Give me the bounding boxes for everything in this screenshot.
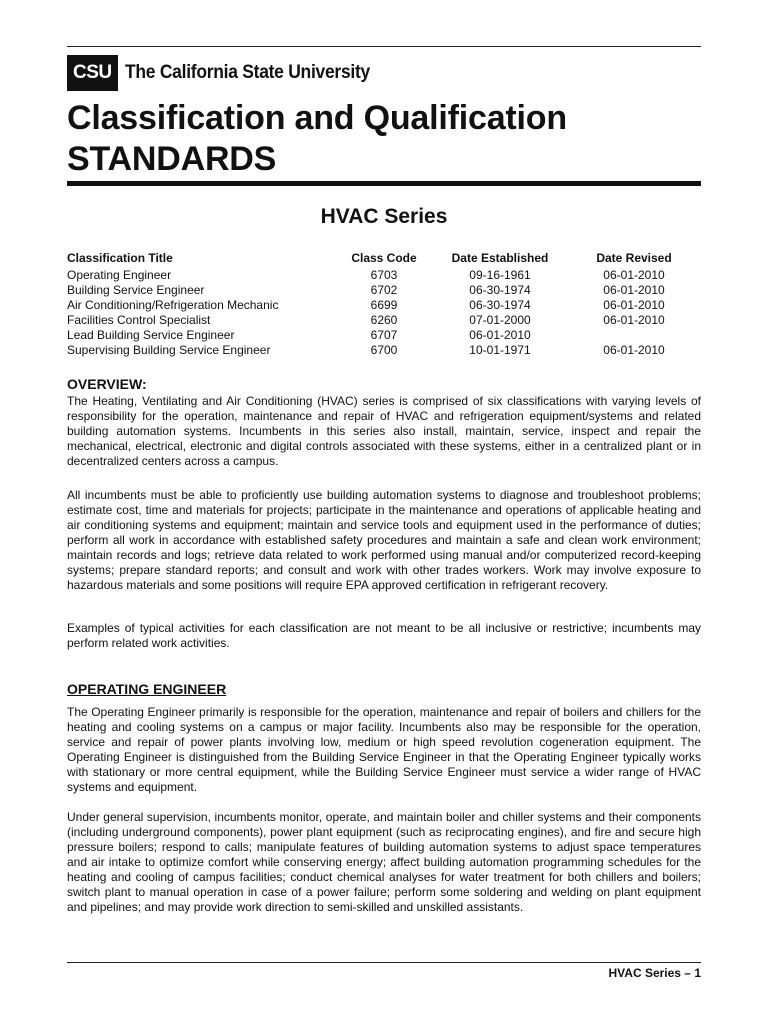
table-row <box>67 283 701 298</box>
cell-code: 6707 <box>370 328 398 342</box>
cell-title: Air Conditioning/Refrigeration Mechanic <box>67 298 279 312</box>
table-row <box>67 268 701 283</box>
column-header: Classification Title <box>67 251 173 265</box>
cell-revised: 06-01-2010 <box>603 268 665 282</box>
table-row <box>67 298 701 313</box>
cell-established: 07-01-2000 <box>469 313 531 327</box>
operating-engineer-heading: OPERATING ENGINEER <box>67 681 227 697</box>
cell-established: 09-16-1961 <box>469 268 531 282</box>
logo-mark: CSU <box>67 55 118 91</box>
cell-title: Facilities Control Specialist <box>67 313 211 327</box>
cell-revised <box>567 328 701 343</box>
cell-code: 6260 <box>370 313 398 327</box>
overview-paragraph-2: All incumbents must be able to proficiently use building automation systems to diagnose and troubleshoot problems; estimate cost, time and materials for projects; participate in the maintenance and operations of applicable heating and air conditioning systems and equipment; maintain and service tools and equipment used in the performance of duties; perform all work in accordance with established safety procedures and maintain a safe and clean work environment; maintain records and logs; retrieve data related to work performed using manual and/or computerized record-keeping systems; prepare standard reports; and consult and work with other trades workers. Work may involve exposure to hazardous materials and some positions will require EPA approved certification in refrigerant recovery. <box>67 488 701 592</box>
cell-code: 6699 <box>370 298 398 312</box>
column-header: Class Code <box>351 251 417 265</box>
cell-established: 06-30-1974 <box>469 298 531 312</box>
overview-paragraph-3: Examples of typical activities for each classification are not meant to be all inclusive or restrictive; incumbents may perform related work activities. <box>67 621 701 650</box>
footer-rule <box>67 962 701 963</box>
cell-title: Operating Engineer <box>67 268 172 282</box>
cell-revised: 06-01-2010 <box>603 298 665 312</box>
column-header: Date Established <box>451 251 549 265</box>
csu-logo <box>67 55 391 91</box>
cell-code: 6700 <box>370 343 398 357</box>
document-title <box>67 98 567 180</box>
series-title: HVAC Series <box>320 205 448 228</box>
top-rule <box>67 46 701 47</box>
page-footer: HVAC Series – 1 <box>608 966 701 980</box>
table-header-row <box>67 250 701 268</box>
university-name: The California State University <box>124 62 370 83</box>
operating-engineer-paragraph-1: The Operating Engineer primarily is responsible for the operation, maintenance and repair of boilers and chillers for the heating and cooling systems on a campus or major facility. Incumbents also may be responsible for the operation, service and repair of power plants involving low, medium or high speed revolution cogeneration equipment. The Operating Engineer is distinguished from the Building Service Engineer in that the Operating Engineer typically works with stationary or more central equipment, while the Building Service Engineer must service a wider range of HVAC systems and equipment. <box>67 705 701 794</box>
cell-title: Supervising Building Service Engineer <box>67 343 271 357</box>
overview-heading: OVERVIEW: <box>67 376 147 392</box>
classification-table <box>67 250 701 358</box>
cell-established: 06-30-1974 <box>469 283 531 297</box>
overview-paragraph-1: The Heating, Ventilating and Air Conditioning (HVAC) series is comprised of six classifications with varying levels of responsibility for the operation, maintenance and repair of HVAC and refrigeration equipment/systems and related building automation systems. Incumbents in this series also install, maintain, service, inspect and repair the mechanical, electrical, electronic and digital controls associated with these systems, either in a centralized plant or in decentralized centers across a campus. <box>67 394 701 468</box>
operating-engineer-paragraph-2: Under general supervision, incumbents monitor, operate, and maintain boiler and chiller systems and their components (including underground components), power plant equipment (such as reciprocating engines), and fire and secure high pressure boilers; respond to calls; manipulate features of building automation systems to adjust space temperatures and air intake to optimize comfort while conserving energy; affect building automation programming schedules for the heating and cooling of campus facilities; conduct chemical analyses for water treatment for both chillers and boilers; switch plant to manual operation in case of a power failure; perform some soldering and welding on plant equipment and pipelines; and may provide work direction to semi-skilled and unskilled assistants. <box>67 810 701 914</box>
cell-revised: 06-01-2010 <box>603 343 665 357</box>
table-row <box>67 343 701 358</box>
cell-revised: 06-01-2010 <box>603 283 665 297</box>
table-row <box>67 313 701 328</box>
cell-code: 6702 <box>370 283 398 297</box>
cell-established: 10-01-1971 <box>469 343 531 357</box>
cell-title: Lead Building Service Engineer <box>67 328 235 342</box>
cell-code: 6703 <box>370 268 398 282</box>
cell-title: Building Service Engineer <box>67 283 205 297</box>
cell-revised: 06-01-2010 <box>603 313 665 327</box>
cell-established: 06-01-2010 <box>469 328 531 342</box>
title-line-1: Classification and Qualification <box>67 99 567 137</box>
column-header: Date Revised <box>596 251 672 265</box>
table-row <box>67 328 701 343</box>
title-divider <box>67 181 701 186</box>
title-line-2: STANDARDS <box>67 140 277 178</box>
